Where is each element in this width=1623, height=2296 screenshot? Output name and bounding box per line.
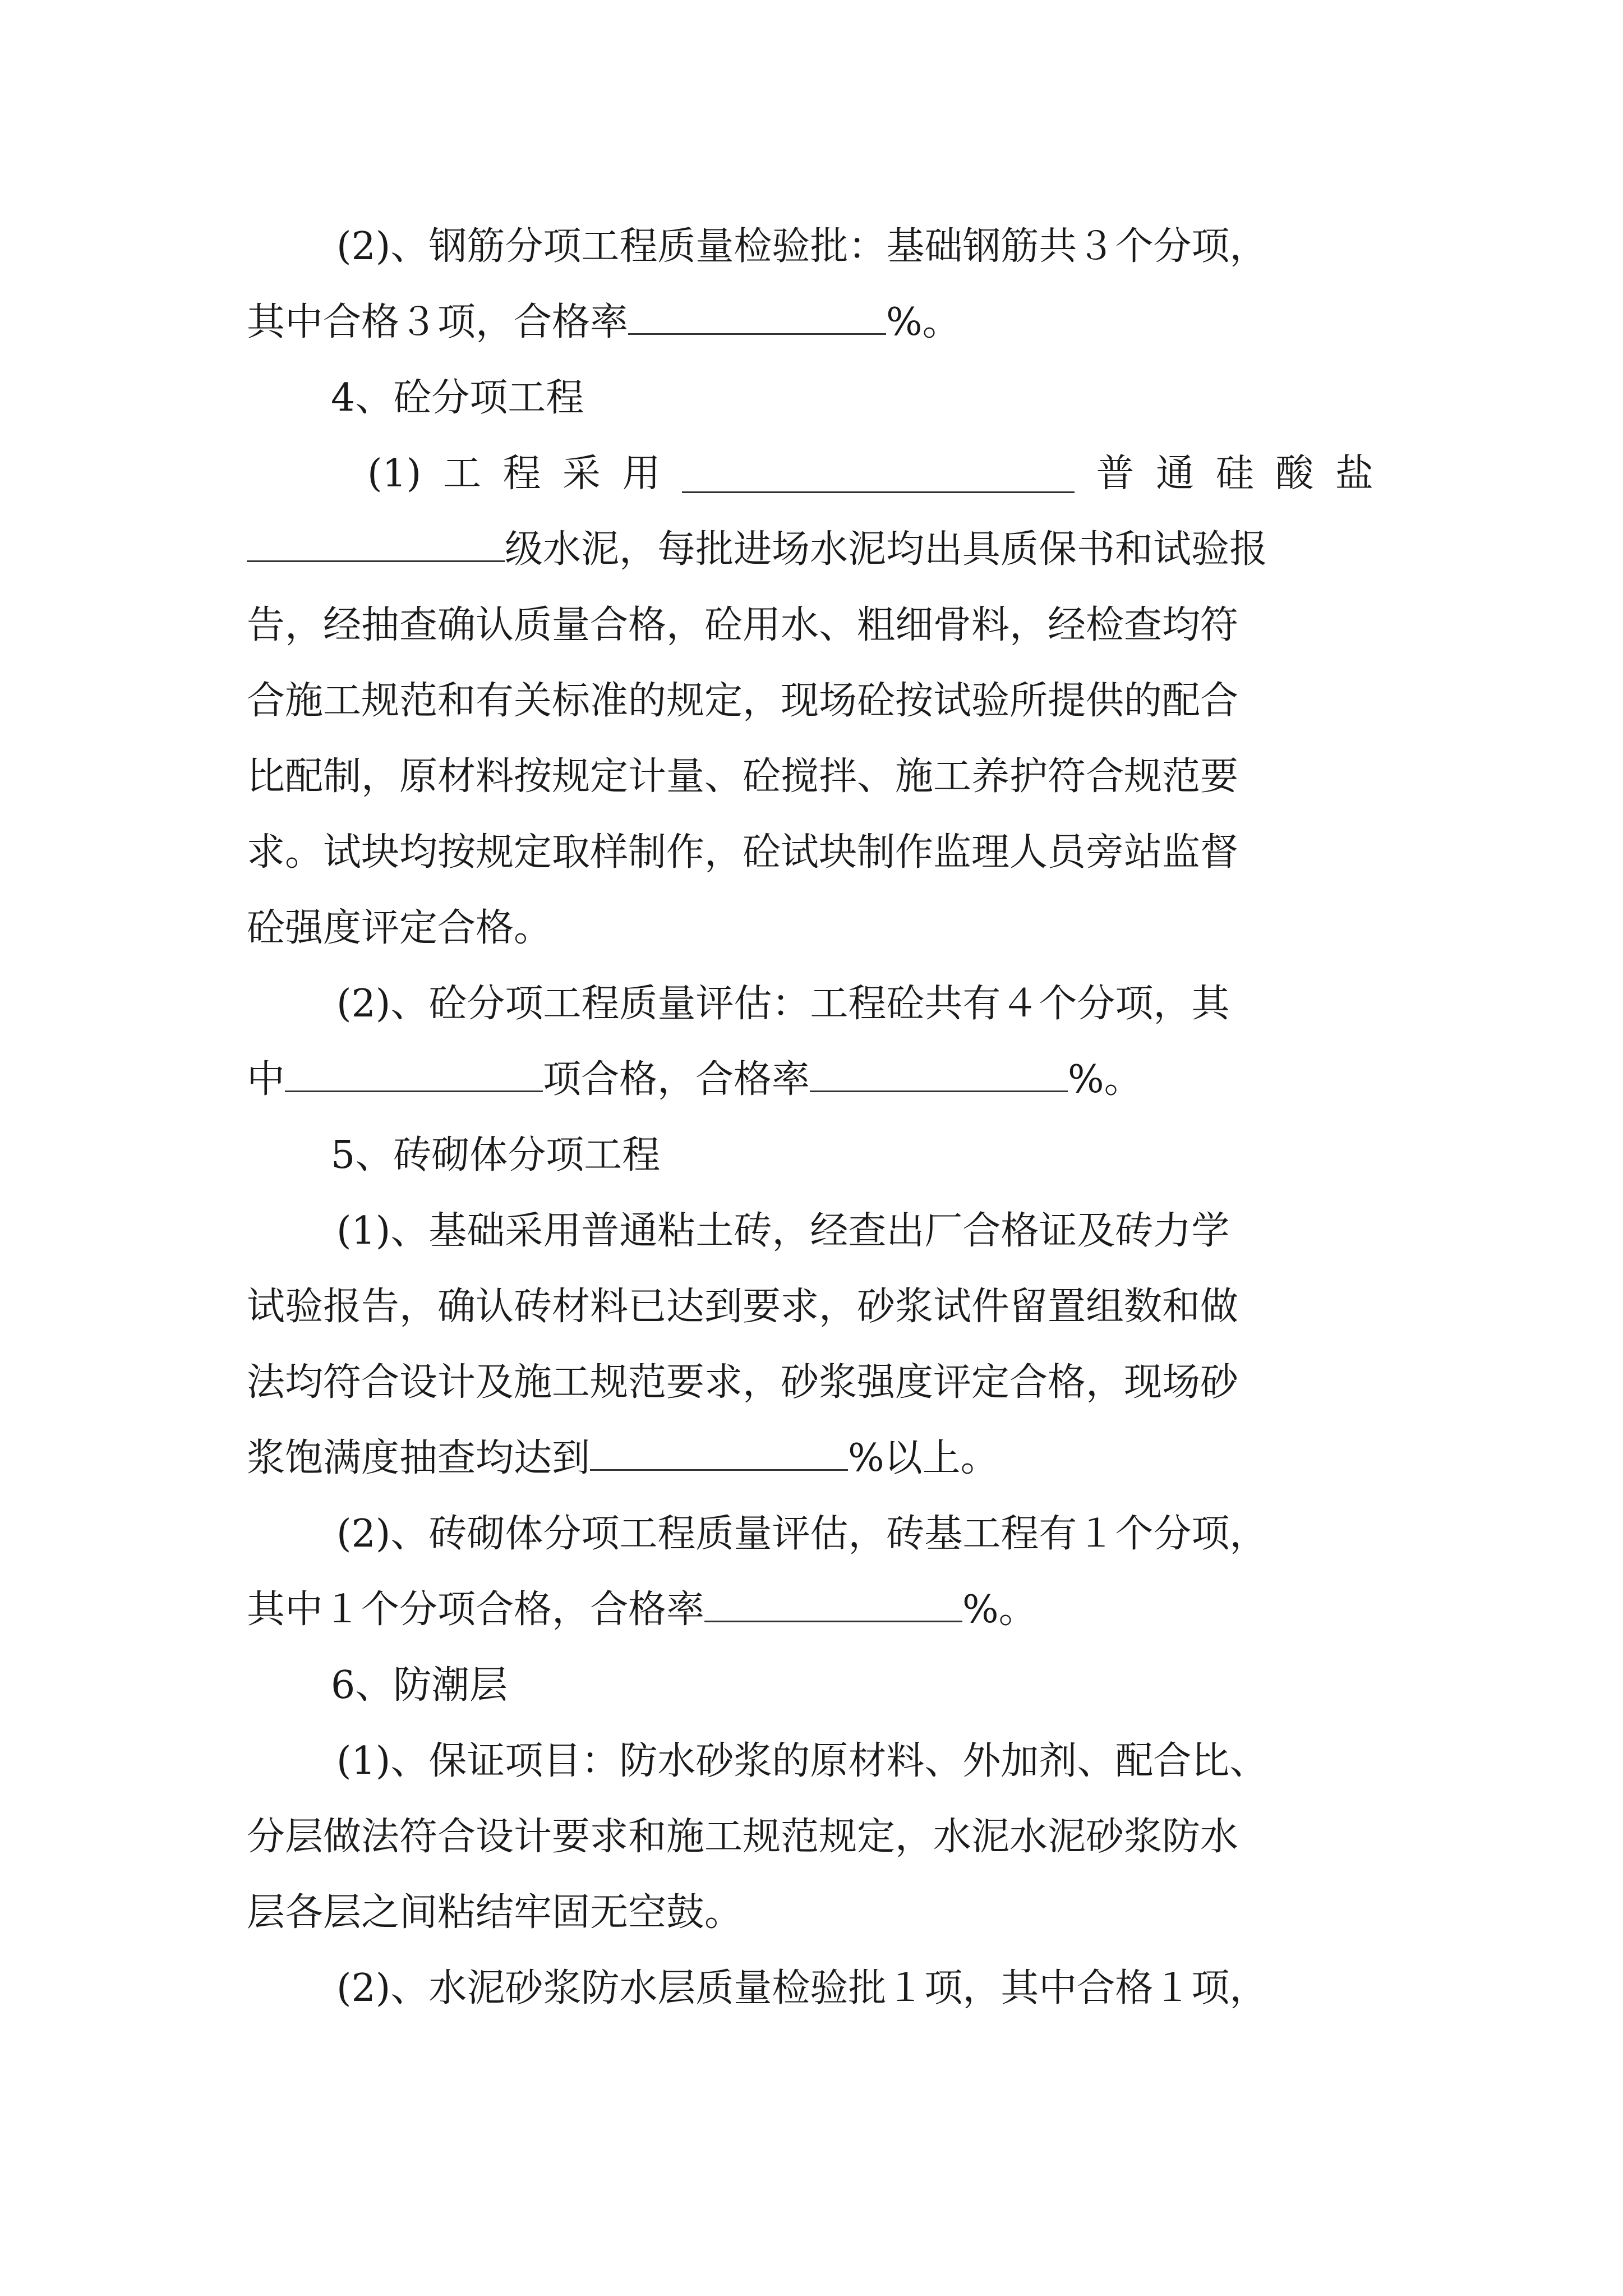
blank-cement-grade [247, 524, 505, 562]
heading-dampproof: 6、防潮层 [331, 1663, 508, 1708]
para-dampproof-guarantee-cont-1: 分层做法符合设计要求和施工规范规定，水泥水泥砂浆防水 [247, 1815, 1239, 1859]
para-masonry-eval: (2)、砖砌体分项工程质量评估，砖基工程有１个分项， [336, 1512, 1268, 1556]
para-cement: (1) 工 程 采 用 普 通 硅 酸 盐 [367, 452, 1373, 496]
para-dampproof-eval: (2)、水泥砂浆防水层质量检验批１项，其中合格１项， [336, 1966, 1268, 2010]
para-masonry-eval-cont: 其中１个分项合格，合格率 %。 [247, 1576, 1399, 1644]
para-masonry-brick-cont-2: 法均符合设计及施工规范要求，砂浆强度评定合格，现场砂 [247, 1360, 1239, 1405]
blank-cement-brand [682, 455, 1075, 493]
blank-concrete-pass-rate [810, 1054, 1068, 1092]
para-cement-cont-6: 砼强度评定合格。 [247, 906, 552, 950]
para-masonry-brick-cont-3: 浆饱满度抽查均达到 %以上。 [247, 1425, 1399, 1492]
para-cement-cont-4: 比配制，原材料按规定计量、砼搅拌、施工养护符合规范要 [247, 754, 1239, 799]
para-cement-cont-2: 告，经抽查确认质量合格，砼用水、粗细骨料，经检查均符 [247, 603, 1239, 647]
para-dampproof-guarantee: (1)、保证项目：防水砂浆的原材料、外加剂、配合比、 [336, 1739, 1268, 1783]
blank-rebar-pass-rate [628, 297, 886, 335]
para-rebar-eval: (2)、钢筋分项工程质量检验批：基础钢筋共３个分项， [336, 224, 1268, 269]
para-cement-cont-5: 求。试块均按规定取样制作，砼试块制作监理人员旁站监督 [247, 830, 1239, 875]
para-dampproof-guarantee-cont-2: 层各层之间粘结牢固无空鼓。 [247, 1890, 743, 1935]
para-cement-cont-3: 合施工规范和有关标准的规定，现场砼按试验所提供的配合 [247, 679, 1239, 723]
blank-concrete-pass-count [285, 1054, 543, 1092]
blank-mortar-fullness [590, 1433, 848, 1471]
para-concrete-eval-cont: 中 项合格，合格率 %。 [247, 1046, 1399, 1114]
heading-masonry: 5、砖砌体分项工程 [331, 1133, 661, 1177]
blank-masonry-pass-rate [704, 1584, 962, 1622]
heading-concrete: 4、砼分项工程 [331, 376, 584, 420]
para-masonry-brick-cont-1: 试验报告，确认砖材料已达到要求，砂浆试件留置组数和做 [247, 1285, 1239, 1329]
para-cement-cont-1: 级水泥，每批进场水泥均出具质保书和试验报 [247, 516, 1399, 583]
para-masonry-brick: (1)、基础采用普通粘土砖，经查出厂合格证及砖力学 [336, 1209, 1230, 1253]
para-concrete-eval: (2)、砼分项工程质量评估：工程砼共有４个分项，其 [336, 982, 1230, 1026]
para-rebar-eval-cont: 其中合格３项，合格率 %。 [247, 289, 1399, 356]
